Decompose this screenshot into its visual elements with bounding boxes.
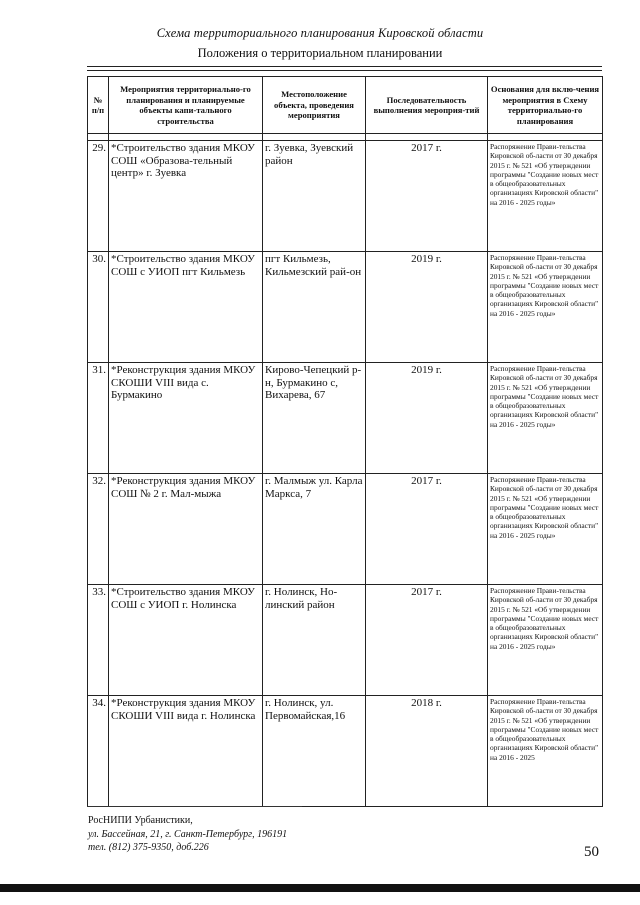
measure-location: Кирово-Чепецкий р-н, Бурмакино с, Вихарева, 67 xyxy=(263,363,366,474)
table-header-row xyxy=(88,77,603,134)
measure-name: *Реконструкция здания МКОУ СКОШИ VIII вида г. Нолинска xyxy=(109,696,263,807)
col-header-number: № п/п xyxy=(88,77,109,134)
table-row xyxy=(88,363,603,474)
footer-address: ул. Бассейная, 21, г. Санкт-Петербург, 196191 xyxy=(88,828,288,840)
bottom-scan-band xyxy=(0,884,640,892)
col-header-basis: Основания для вклю-чения мероприятия в Схему территориально-го планирования xyxy=(488,77,603,134)
footer-rule xyxy=(87,806,302,807)
measure-basis: Распоряжение Прави-тельства Кировской об-ласти от 30 декабря 2015 г. № 521 «Об утверждении программы "Создание новых мест в общеобразовательных организациях Кировской области" на 2016 - 2025 годы» xyxy=(488,141,603,252)
measure-location: г. Нолинск, Но-линский район xyxy=(263,585,366,696)
table-row xyxy=(88,252,603,363)
measure-year: 2017 г. xyxy=(366,585,488,696)
measure-year: 2017 г. xyxy=(366,474,488,585)
table-row xyxy=(88,696,603,807)
footer-block xyxy=(88,814,287,855)
header-rule-top xyxy=(87,66,602,67)
measure-year: 2017 г. xyxy=(366,141,488,252)
footer-phone: тел. (812) 375-9350, доб.226 xyxy=(88,842,209,853)
table-spacer-row xyxy=(88,134,603,141)
row-number: 29. xyxy=(88,141,109,252)
col-header-sequence: Последовательность выполнения мероприя-тий xyxy=(366,77,488,134)
row-number: 34. xyxy=(88,696,109,807)
footer-org: РосНИПИ Урбанистики, xyxy=(88,815,193,826)
table-row xyxy=(88,585,603,696)
measure-basis: Распоряжение Прави-тельства Кировской об-ласти от 30 декабря 2015 г. № 521 «Об утверждении программы "Создание новых мест в общеобразовательных организациях Кировской области" на 2016 - 2025 xyxy=(488,696,603,807)
measure-basis: Распоряжение Прави-тельства Кировской об-ласти от 30 декабря 2015 г. № 521 «Об утверждении программы "Создание новых мест в общеобразовательных организациях Кировской области" на 2016 - 2025 годы» xyxy=(488,474,603,585)
measure-location: г. Нолинск, ул. Первомайская,16 xyxy=(263,696,366,807)
measure-name: *Строительство здания МКОУ СОШ «Образова-тельный центр» г. Зуевка xyxy=(109,141,263,252)
measure-name: *Реконструкция здания МКОУ СОШ № 2 г. Мал-мыжа xyxy=(109,474,263,585)
row-number: 32. xyxy=(88,474,109,585)
measure-year: 2019 г. xyxy=(366,363,488,474)
table-row xyxy=(88,141,603,252)
document-running-title: Схема территориального планирования Кировской области xyxy=(156,26,484,40)
header-rule-bottom xyxy=(87,70,602,71)
measure-location: г. Малмыж ул. Карла Маркса, 7 xyxy=(263,474,366,585)
measure-year: 2018 г. xyxy=(366,696,488,807)
document-section-title: Положения о территориальном планировании xyxy=(197,46,443,60)
measure-name: *Строительство здания МКОУ СОШ с УИОП пгт Кильмезь xyxy=(109,252,263,363)
measure-location: пгт Кильмезь, Кильмезский рай-он xyxy=(263,252,366,363)
measure-basis: Распоряжение Прави-тельства Кировской об-ласти от 30 декабря 2015 г. № 521 «Об утверждении программы "Создание новых мест в общеобразовательных организациях Кировской области" на 2016 - 2025 годы» xyxy=(488,585,603,696)
row-number: 31. xyxy=(88,363,109,474)
measure-year: 2019 г. xyxy=(366,252,488,363)
table-row xyxy=(88,474,603,585)
page-number: 50 xyxy=(584,844,599,860)
measure-basis: Распоряжение Прави-тельства Кировской об-ласти от 30 декабря 2015 г. № 521 «Об утверждении программы "Создание новых мест в общеобразовательных организациях Кировской области" на 2016 - 2025 годы» xyxy=(488,252,603,363)
row-number: 30. xyxy=(88,252,109,363)
row-number: 33. xyxy=(88,585,109,696)
measure-name: *Строительство здания МКОУ СОШ с УИОП г. Нолинска xyxy=(109,585,263,696)
col-header-measures: Мероприятия территориально-го планирования и планируемые объекты капи-тального строительства xyxy=(109,77,263,134)
measure-basis: Распоряжение Прави-тельства Кировской об-ласти от 30 декабря 2015 г. № 521 «Об утверждении программы "Создание новых мест в общеобразовательных организациях Кировской области" на 2016 - 2025 годы» xyxy=(488,363,603,474)
col-header-location: Местоположение объекта, проведения мероприятия xyxy=(263,77,366,134)
measure-name: *Реконструкция здания МКОУ СКОШИ VIII вида с. Бурмакино xyxy=(109,363,263,474)
measure-location: г. Зуевка, Зуевский район xyxy=(263,141,366,252)
measures-table xyxy=(87,76,603,807)
